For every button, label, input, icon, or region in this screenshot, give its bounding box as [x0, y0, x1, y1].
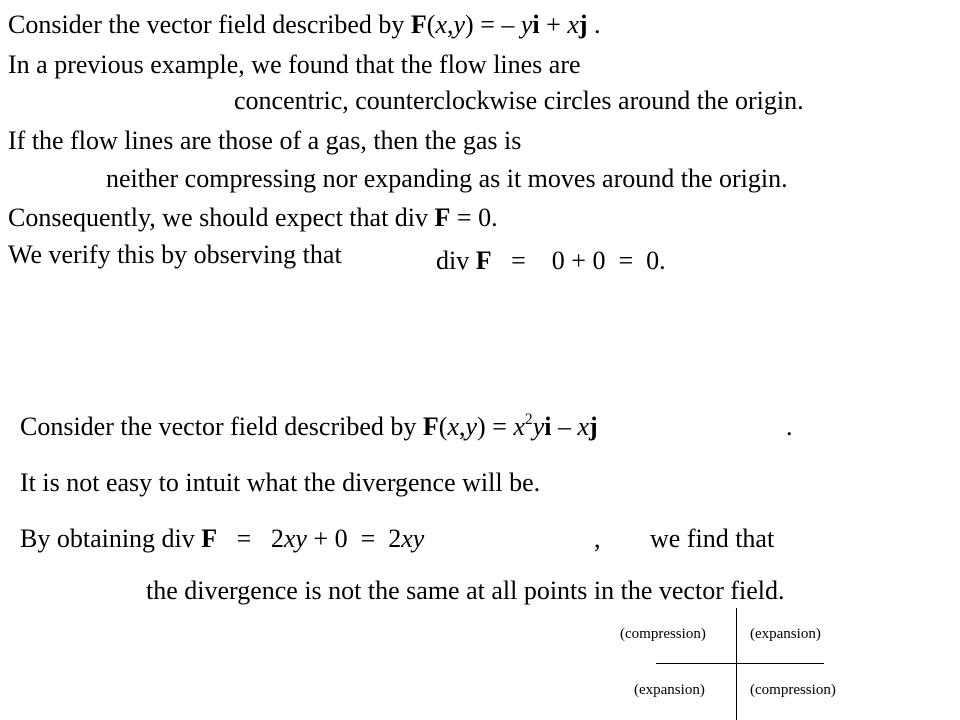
ex1-verify-text: We verify this by observing that: [8, 240, 342, 269]
ex2-divergence-text: the divergence is not the same at all points in the vector field.: [146, 576, 785, 605]
ex1-circles-text: concentric, counterclockwise circles around the origin.: [234, 86, 804, 115]
ex1-consequently-line: Consequently, we should expect that div F = 0.: [8, 203, 498, 232]
ex1-div-equation: div F = 0 + 0 = 0.: [436, 246, 666, 275]
ex1-gas-text: If the flow lines are those of a gas, then the gas is: [8, 126, 522, 155]
ex2-intro-line: [20, 412, 598, 442]
ex2-comma: ,: [594, 524, 601, 553]
ex1-intro-line: [8, 10, 601, 40]
quadrant-vertical-axis: [736, 608, 737, 720]
ex1-field-formula: F(x,y) = – yi + xj .: [410, 10, 601, 39]
quadrant-bottom-right-label: (compression): [750, 682, 836, 698]
quadrant-top-right-label: (expansion): [750, 626, 821, 642]
quadrant-top-left-label: (compression): [620, 626, 706, 642]
ex2-period: .: [786, 412, 793, 441]
ex2-field-formula: $F(x,y) = x^2yi$ – xj: [422, 410, 598, 441]
ex1-neither-text: neither compressing nor expanding as it moves around the origin.: [106, 164, 788, 193]
ex1-previous-text: In a previous example, we found that the flow lines are: [8, 50, 581, 79]
quadrant-horizontal-axis: [656, 663, 824, 664]
ex1-intro-text: Consider the vector field described by: [8, 10, 405, 39]
ex2-obtain-equation: By obtaining div F = 2xy + 0 = 2xy: [20, 524, 425, 553]
ex2-we-find-text: we find that: [650, 524, 775, 553]
quadrant-bottom-left-label: (expansion): [634, 682, 705, 698]
ex2-intro-text: Consider the vector field described by: [20, 412, 423, 441]
ex2-not-easy-text: It is not easy to intuit what the divergence will be.: [20, 468, 541, 497]
